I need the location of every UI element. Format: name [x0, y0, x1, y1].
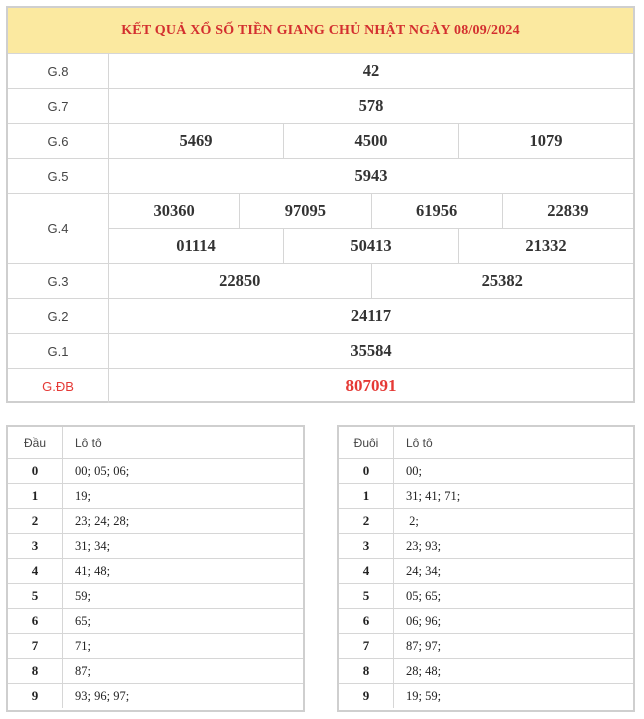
- prize-number: 42: [362, 61, 380, 80]
- duoi-row: [339, 533, 633, 558]
- dau-value: 19;: [75, 488, 91, 503]
- dau-key: 9: [8, 684, 63, 708]
- dau-row: [8, 608, 303, 633]
- duoi-key: 6: [339, 609, 394, 633]
- duoi-value: 2;: [406, 513, 419, 528]
- prize-number: 50413: [283, 229, 458, 263]
- duoi-key: 1: [339, 484, 394, 508]
- prize-row: [8, 53, 633, 88]
- duoi-key: 3: [339, 534, 394, 558]
- results-title: KẾT QUẢ XỔ SỐ TIỀN GIANG CHỦ NHẬT NGÀY 08/09/2024: [8, 8, 633, 53]
- dau-row: [8, 458, 303, 483]
- duoi-key: 0: [339, 459, 394, 483]
- duoi-header: Đuôi: [339, 427, 394, 458]
- loto-header: Lô tô: [406, 435, 433, 450]
- duoi-row: [339, 583, 633, 608]
- dau-row: [8, 483, 303, 508]
- dau-value: 87;: [75, 663, 91, 678]
- dau-value: 23; 24; 28;: [75, 513, 130, 528]
- dau-row: [8, 558, 303, 583]
- duoi-row: [339, 683, 633, 708]
- prize-number: 61956: [371, 194, 502, 228]
- duoi-loto-table: [337, 425, 635, 712]
- duoi-key: 7: [339, 634, 394, 658]
- prize-number: 21332: [458, 229, 633, 263]
- dau-value: 59;: [75, 588, 91, 603]
- dau-value: 41; 48;: [75, 563, 111, 578]
- duoi-value: 23; 93;: [406, 538, 442, 553]
- prize-number: 1079: [458, 124, 633, 158]
- dau-row: [8, 683, 303, 708]
- prize-row: [8, 88, 633, 123]
- prize-label: G.ĐB: [8, 369, 109, 403]
- prize-number: 97095: [239, 194, 370, 228]
- dau-row: [8, 508, 303, 533]
- dau-key: 0: [8, 459, 63, 483]
- prize-number: 22839: [502, 194, 633, 228]
- duoi-row: [339, 458, 633, 483]
- prize-label: G.1: [8, 334, 109, 368]
- prize-label: G.7: [8, 89, 109, 123]
- prize-number: 5943: [354, 166, 388, 185]
- duoi-table-header: [339, 427, 633, 458]
- prize-number: 5469: [179, 131, 213, 150]
- prize-row: [8, 298, 633, 333]
- loto-header: Lô tô: [75, 435, 102, 450]
- prize-row: [8, 193, 633, 263]
- prize-label: G.5: [8, 159, 109, 193]
- prize-number: 30360: [153, 201, 195, 220]
- dau-value: 65;: [75, 613, 91, 628]
- dau-key: 7: [8, 634, 63, 658]
- duoi-key: 5: [339, 584, 394, 608]
- duoi-value: 87; 97;: [406, 638, 442, 653]
- duoi-row: [339, 508, 633, 533]
- prize-number: 22850: [219, 271, 261, 290]
- duoi-row: [339, 608, 633, 633]
- duoi-key: 9: [339, 684, 394, 708]
- prize-number: 24117: [350, 306, 392, 325]
- duoi-row: [339, 483, 633, 508]
- dau-value: 00; 05; 06;: [75, 463, 130, 478]
- prize-row: [8, 158, 633, 193]
- prize-number: 25382: [371, 264, 634, 298]
- dau-row: [8, 633, 303, 658]
- dau-row: [8, 658, 303, 683]
- dau-loto-table: [6, 425, 305, 712]
- dau-key: 6: [8, 609, 63, 633]
- duoi-value: 06; 96;: [406, 613, 442, 628]
- duoi-value: 31; 41; 71;: [406, 488, 461, 503]
- dau-table-header: [8, 427, 303, 458]
- duoi-value: 00;: [406, 463, 422, 478]
- prize-label: G.8: [8, 54, 109, 88]
- duoi-value: 24; 34;: [406, 563, 442, 578]
- duoi-key: 2: [339, 509, 394, 533]
- dau-key: 1: [8, 484, 63, 508]
- dau-value: 71;: [75, 638, 91, 653]
- dau-value: 31; 34;: [75, 538, 111, 553]
- prize-row: [8, 368, 633, 403]
- dau-key: 2: [8, 509, 63, 533]
- prize-label: G.4: [8, 194, 109, 263]
- prize-row: [8, 123, 633, 158]
- prize-number: 35584: [350, 341, 392, 360]
- dau-key: 4: [8, 559, 63, 583]
- prize-label: G.2: [8, 299, 109, 333]
- results-table: [6, 6, 635, 403]
- prize-number: 578: [358, 96, 384, 115]
- duoi-row: [339, 558, 633, 583]
- prize-label: G.6: [8, 124, 109, 158]
- dau-header: Đầu: [8, 427, 63, 458]
- prize-row: [8, 263, 633, 298]
- prize-label: G.3: [8, 264, 109, 298]
- dau-value: 93; 96; 97;: [75, 688, 130, 703]
- duoi-row: [339, 633, 633, 658]
- prize-number: 01114: [176, 236, 216, 255]
- special-prize-number: 807091: [345, 376, 397, 395]
- duoi-key: 4: [339, 559, 394, 583]
- prize-number: 4500: [283, 124, 458, 158]
- dau-row: [8, 533, 303, 558]
- duoi-value: 28; 48;: [406, 663, 442, 678]
- prize-row: [8, 333, 633, 368]
- duoi-value: 05; 65;: [406, 588, 442, 603]
- duoi-key: 8: [339, 659, 394, 683]
- dau-row: [8, 583, 303, 608]
- dau-key: 3: [8, 534, 63, 558]
- dau-key: 5: [8, 584, 63, 608]
- duoi-value: 19; 59;: [406, 688, 442, 703]
- duoi-row: [339, 658, 633, 683]
- dau-key: 8: [8, 659, 63, 683]
